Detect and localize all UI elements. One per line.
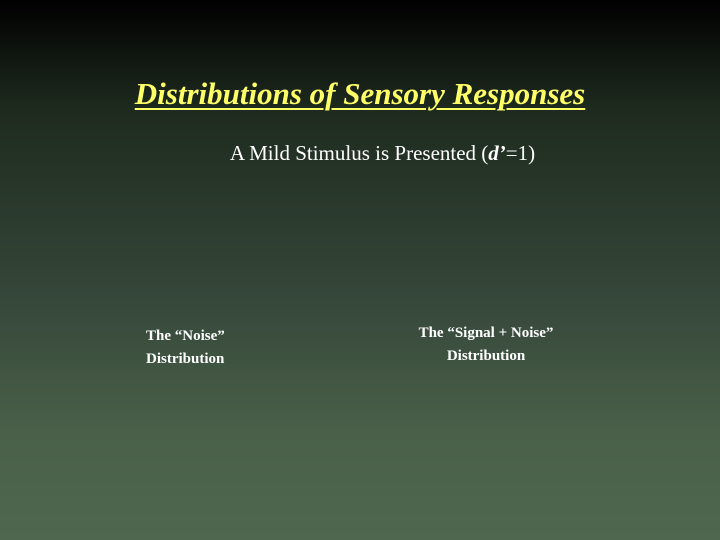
- noise-distribution-label: [146, 325, 225, 371]
- noise-label-line1: The “Noise”: [146, 328, 225, 344]
- signal-label-line2: Distribution: [446, 348, 526, 364]
- slide-title: Distributions of Sensory Responses: [134, 76, 586, 111]
- subtitle-prefix: A Mild Stimulus is Presented (: [229, 141, 489, 165]
- noise-label-line2: Distribution: [146, 351, 225, 367]
- subtitle-suffix: =1): [505, 141, 536, 165]
- subtitle-dprime: d’: [488, 141, 506, 165]
- signal-noise-distribution-label: [384, 322, 588, 368]
- slide-subtitle: [0, 141, 720, 166]
- signal-label-line1: The “Signal + Noise”: [418, 325, 554, 341]
